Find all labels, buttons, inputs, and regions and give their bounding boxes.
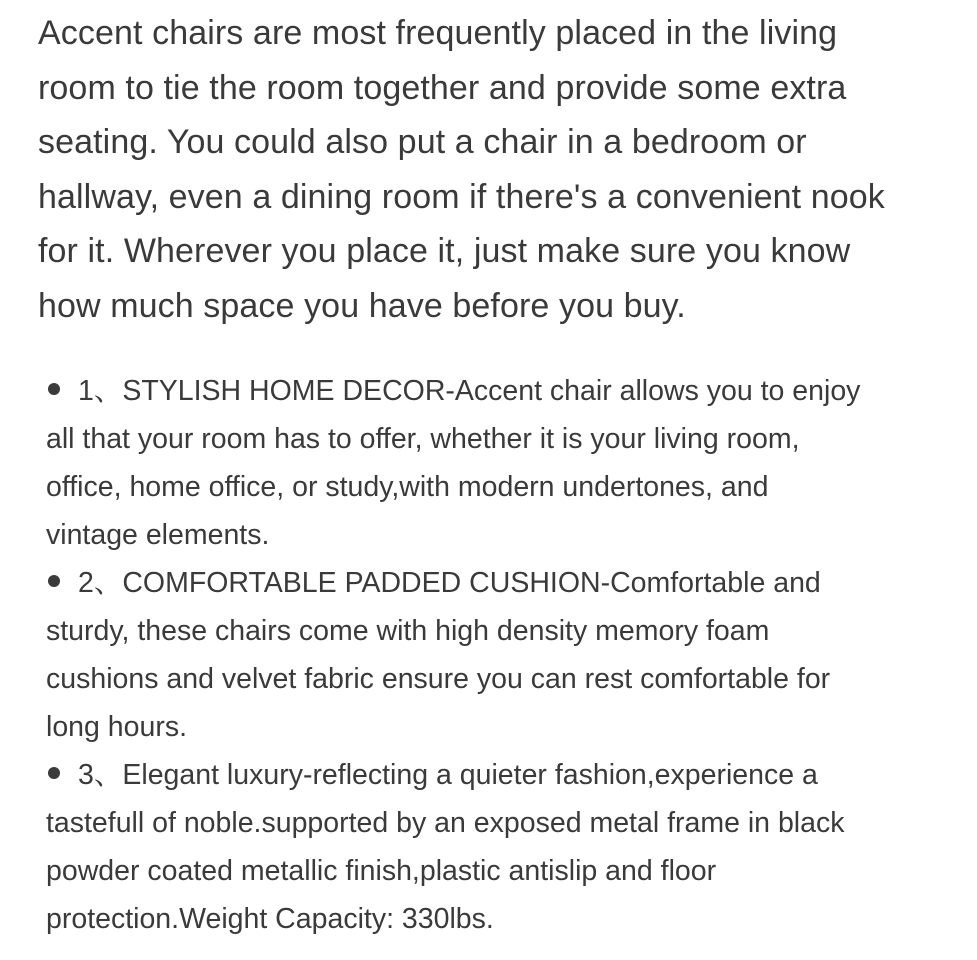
feature-item (46, 751, 946, 943)
feature-line: vintage elements. (46, 519, 270, 551)
intro-line: how much space you have before you buy. (38, 286, 686, 325)
intro-line: seating. You could also put a chair in a bedroom or (38, 123, 807, 162)
feature-line: office, home office, or study,with modern undertones, and (46, 471, 769, 503)
feature-line: long hours. (46, 711, 188, 743)
feature-item (46, 367, 946, 559)
bullet-dot-icon (48, 383, 60, 395)
feature-line: cushions and velvet fabric ensure you can rest comfortable for (46, 663, 831, 695)
intro-line: for it. Wherever you place it, just make sure you know (38, 232, 851, 271)
intro-paragraph (38, 6, 938, 334)
intro-line: Accent chairs are most frequently placed in the living (38, 14, 838, 52)
bullet-dot-icon (48, 575, 60, 587)
feature-line: powder coated metallic finish,plastic antislip and floor (46, 855, 717, 887)
feature-line (46, 367, 946, 415)
feature-line: tastefull of noble.supported by an exposed metal frame in black (46, 807, 845, 839)
feature-line: all that your room has to offer, whether it is your living room, (46, 423, 800, 455)
feature-list (46, 367, 946, 943)
intro-line: room to tie the room together and provide some extra (38, 68, 847, 107)
feature-line (46, 559, 946, 607)
feature-item (46, 559, 946, 751)
feature-line: sturdy, these chairs come with high density memory foam (46, 615, 770, 647)
feature-line: protection.Weight Capacity: 330lbs. (46, 903, 494, 935)
feature-line-text: 1、STYLISH HOME DECOR-Accent chair allows you to enjoy (78, 375, 861, 407)
bullet-dot-icon (48, 767, 60, 779)
feature-line-text: 2、COMFORTABLE PADDED CUSHION-Comfortable and (78, 567, 821, 599)
feature-line (46, 751, 946, 799)
feature-line-text: 3、Elegant luxury-reflecting a quieter fashion,experience a (78, 759, 818, 791)
intro-line: hallway, even a dining room if there's a convenient nook (38, 177, 885, 216)
